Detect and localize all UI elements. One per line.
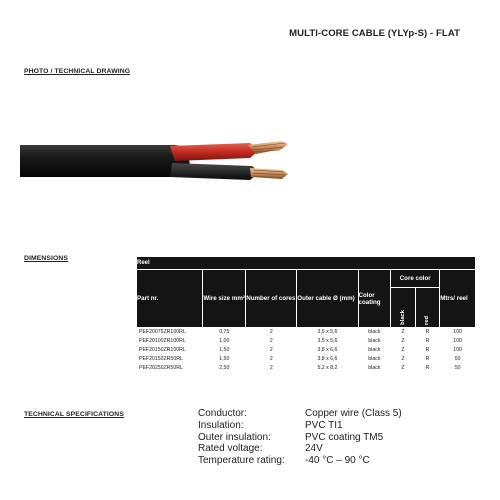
section-heading-photo: PHOTO / TECHNICAL DRAWING bbox=[24, 68, 131, 75]
table-cell: 2 bbox=[246, 364, 297, 373]
table-cell: PEF20150ZR50RL bbox=[137, 355, 203, 364]
table-cell: black bbox=[358, 364, 391, 373]
table-cell: R bbox=[415, 355, 440, 364]
table-cell: 2 bbox=[246, 337, 297, 346]
cable-photo bbox=[20, 125, 310, 195]
reel-label: Reel bbox=[137, 257, 476, 270]
table-cell: Z bbox=[391, 364, 416, 373]
header-core-color: Core color bbox=[391, 270, 440, 288]
table-cell: black bbox=[358, 346, 391, 355]
header-red: red bbox=[424, 315, 431, 325]
header-wire-size: Wire size mm² bbox=[203, 270, 246, 328]
table-cell: PEF20100ZR100RL bbox=[137, 337, 203, 346]
spec-label: Rated voltage: bbox=[198, 443, 263, 455]
header-mtrs-reel: Mtrs/ reel bbox=[440, 270, 476, 328]
spec-row bbox=[198, 408, 402, 420]
table-row bbox=[137, 364, 476, 373]
table-cell: 2 bbox=[246, 355, 297, 364]
spec-row bbox=[198, 432, 402, 444]
table-cell: Z bbox=[391, 337, 416, 346]
table-cell: 3,8 x 6,6 bbox=[297, 355, 358, 364]
table-cell: 2 bbox=[246, 346, 297, 355]
spec-value: PVC TI1 bbox=[305, 419, 343, 431]
spec-label: Insulation: bbox=[198, 419, 244, 431]
table-cell: 3,5 x 5,6 bbox=[297, 328, 358, 337]
table-cell: R bbox=[415, 337, 440, 346]
table-row bbox=[137, 337, 476, 346]
table-cell: 5,2 x 8,2 bbox=[297, 364, 358, 373]
header-row-top bbox=[137, 270, 476, 288]
table-cell: R bbox=[415, 346, 440, 355]
table-cell: 50 bbox=[440, 355, 476, 364]
table-cell: black bbox=[358, 337, 391, 346]
table-row bbox=[137, 346, 476, 355]
table-cell: 2,50 bbox=[203, 364, 246, 373]
table-cell: Z bbox=[391, 328, 416, 337]
spec-value: 24V bbox=[305, 443, 323, 455]
table-cell: 1,50 bbox=[203, 346, 246, 355]
table-cell: 1,00 bbox=[203, 337, 246, 346]
table-cell: Z bbox=[391, 346, 416, 355]
table-row bbox=[137, 328, 476, 337]
table-cell: 100 bbox=[440, 337, 476, 346]
spec-label: Outer insulation: bbox=[198, 431, 271, 443]
section-heading-dimensions: DIMENSIONS bbox=[24, 255, 69, 262]
spec-label: Temperature rating: bbox=[198, 455, 285, 467]
dimensions-table bbox=[136, 256, 476, 373]
spec-row bbox=[198, 455, 402, 467]
table-cell: Z bbox=[391, 355, 416, 364]
spec-label: Conductor: bbox=[198, 408, 247, 419]
table-cell: 1,50 bbox=[203, 355, 246, 364]
reel-row bbox=[137, 257, 476, 270]
page-title: MULTI-CORE CABLE (YLYp-S) - FLAT bbox=[289, 28, 460, 39]
header-color-coating: Color coating bbox=[358, 270, 391, 328]
header-part-number: Part nr. bbox=[137, 270, 203, 328]
table-cell: 100 bbox=[440, 328, 476, 337]
section-heading-specs: TECHNICAL SPECIFICATIONS bbox=[24, 411, 124, 418]
spec-row bbox=[198, 443, 402, 455]
spec-row bbox=[198, 420, 402, 432]
specs-list bbox=[198, 408, 402, 467]
table-cell: R bbox=[415, 328, 440, 337]
spec-value: -40 °C – 90 °C bbox=[305, 455, 370, 467]
table-cell: 3,5 x 5,6 bbox=[297, 337, 358, 346]
table-cell: R bbox=[415, 364, 440, 373]
spec-value: Copper wire (Class 5) bbox=[305, 408, 402, 419]
header-cores: Number of cores bbox=[246, 270, 297, 328]
table-cell: 2 bbox=[246, 328, 297, 337]
table-row bbox=[137, 355, 476, 364]
table-cell: PEF20250ZR50RL bbox=[137, 364, 203, 373]
table-cell: 50 bbox=[440, 364, 476, 373]
table-cell: 100 bbox=[440, 346, 476, 355]
table-cell: 3,8 x 6,6 bbox=[297, 346, 358, 355]
spec-value: PVC coating TM5 bbox=[305, 431, 384, 443]
table-cell: PEF20150ZR100RL bbox=[137, 346, 203, 355]
table-cell: black bbox=[358, 328, 391, 337]
header-black: black bbox=[399, 310, 406, 325]
header-outer-diameter: Outer cable Ø (mm) bbox=[297, 270, 358, 328]
table-cell: PEF20075ZR100RL bbox=[137, 328, 203, 337]
table-cell: 0,75 bbox=[203, 328, 246, 337]
table-cell: black bbox=[358, 355, 391, 364]
